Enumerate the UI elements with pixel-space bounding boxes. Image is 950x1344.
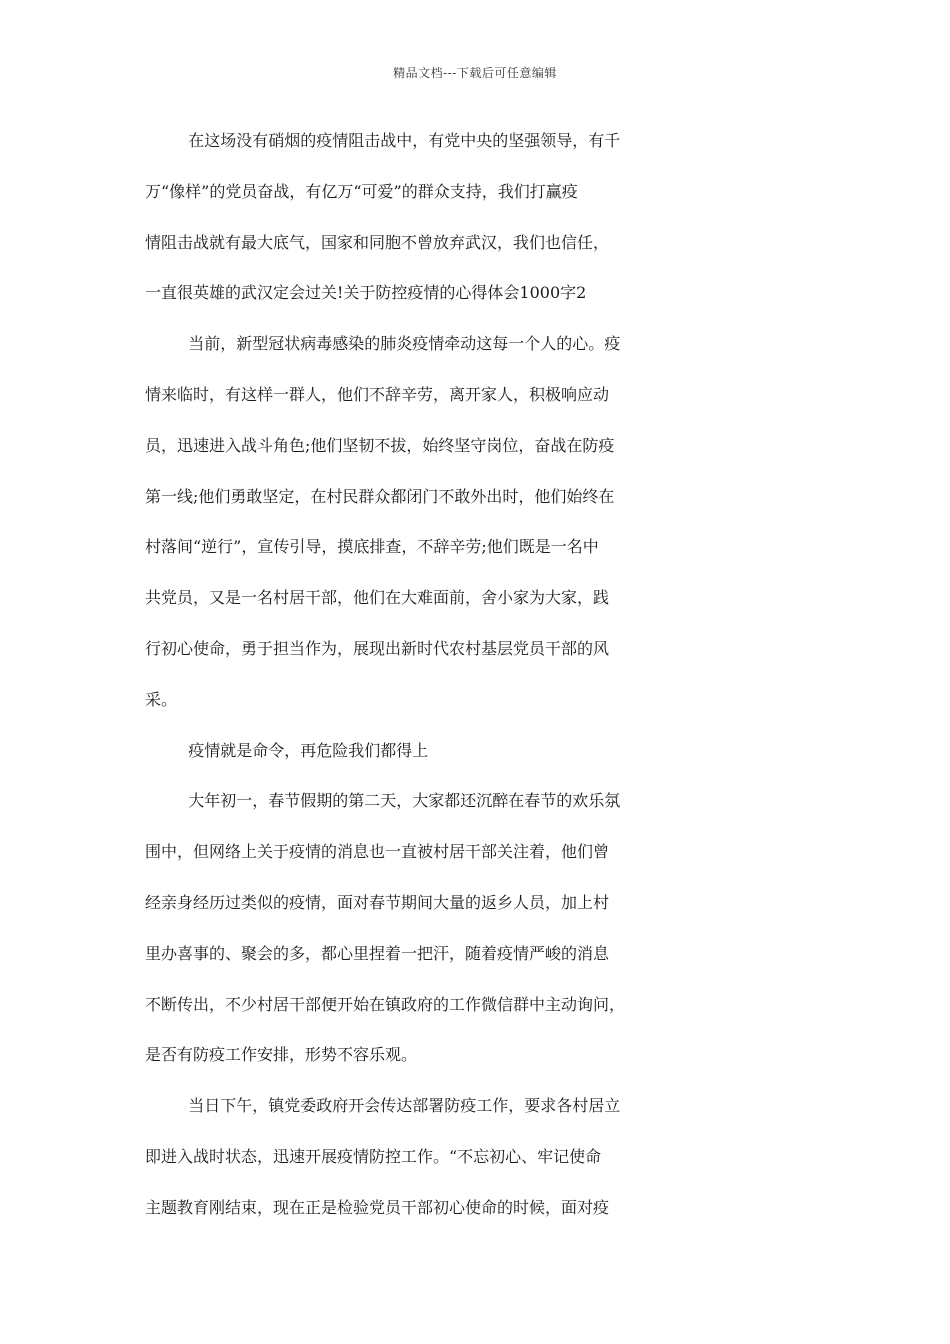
text-line: 情来临时，有这样一群人，他们不辞辛劳，离开家人，积极响应动 bbox=[145, 384, 610, 404]
text-line: 行初心使命，勇于担当作为，展现出新时代农村基层党员干部的风 bbox=[145, 638, 610, 658]
text-line: 主题教育刚结束，现在正是检验党员干部初心使命的时候，面对疫 bbox=[145, 1197, 610, 1217]
text-line: 即进入战时状态，迅速开展疫情防控工作。“不忘初心、牢记使命 bbox=[145, 1146, 602, 1166]
paragraph-1 bbox=[145, 128, 809, 331]
text-line: 第一线;他们勇敢坚定，在村民群众都闭门不敢外出时，他们始终在 bbox=[145, 486, 615, 506]
paragraph-3 bbox=[145, 788, 809, 1093]
text-line: 围中，但网络上关于疫情的消息也一直被村居干部关注着，他们曾 bbox=[145, 842, 610, 862]
text-line: 不断传出，不少村居干部便开始在镇政府的工作微信群中主动询问， bbox=[145, 994, 626, 1014]
text-line: 万“像样”的党员奋战，有亿万“可爱”的群众支持，我们打赢疫 bbox=[145, 181, 578, 201]
text-line: 经亲身经历过类似的疫情，面对春节期间大量的返乡人员，加上村 bbox=[145, 892, 610, 912]
paragraph-2 bbox=[145, 331, 809, 737]
document-body bbox=[145, 128, 809, 1246]
section-heading bbox=[145, 738, 809, 789]
text-line: 里办喜事的、聚会的多，都心里捏着一把汗，随着疫情严峻的消息 bbox=[145, 943, 610, 963]
text-line: 员，迅速进入战斗角色;他们坚韧不拔，始终坚守岗位，奋战在防疫 bbox=[145, 435, 615, 455]
text-line: 采。 bbox=[145, 689, 178, 709]
text-line: 当前，新型冠状病毒感染的肺炎疫情牵动这每一个人的心。疫 bbox=[188, 334, 621, 354]
text-line: 一直很英雄的武汉定会过关!关于防控疫情的心得体会1000字2 bbox=[145, 283, 587, 303]
page-header: 精品文档---下载后可任意编辑 bbox=[393, 66, 557, 80]
text-line: 当日下午，镇党委政府开会传达部署防疫工作，要求各村居立 bbox=[188, 1096, 621, 1116]
text-line: 是否有防疫工作安排，形势不容乐观。 bbox=[145, 1045, 418, 1065]
text-line: 村落间“逆行”，宣传引导，摸底排查，不辞辛劳;他们既是一名中 bbox=[145, 537, 599, 557]
section-heading-text: 疫情就是命令，再危险我们都得上 bbox=[188, 740, 429, 760]
paragraph-4 bbox=[145, 1093, 809, 1245]
text-line: 共党员，又是一名村居干部，他们在大难面前，舍小家为大家，践 bbox=[145, 588, 610, 608]
text-line: 大年初一，春节假期的第二天，大家都还沉醉在春节的欢乐氛 bbox=[188, 791, 621, 811]
text-line: 在这场没有硝烟的疫情阻击战中，有党中央的坚强领导，有千 bbox=[188, 131, 621, 150]
text-line: 情阻击战就有最大底气，国家和同胞不曾放弃武汉，我们也信任， bbox=[145, 232, 610, 252]
